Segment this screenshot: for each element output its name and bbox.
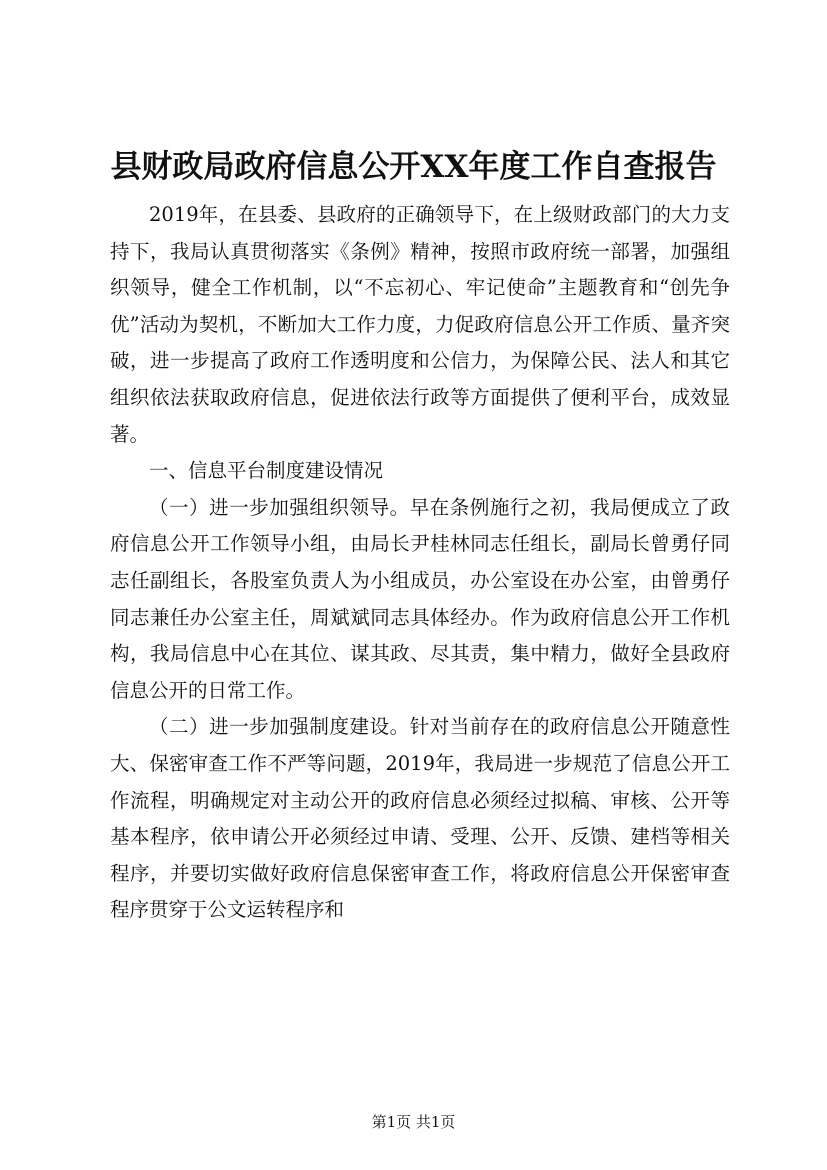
document-title: 县财政局政府信息公开XX年度工作自查报告 [110, 149, 717, 185]
paragraph-intro: 2019年，在县委、县政府的正确领导下，在上级财政部门的大力支持下，我局认真贯彻落实《条例》精神，按照市政府统一部署，加强组织领导，健全工作机制，以“不忘初心、牢记使命”主题教育和“创先争优”活动为契机，不断加大工作力度，力促政府信息公开工作质、量齐突破，进一步提高了政府工作透明度和公信力，为保障公民、法人和其它组织依法获取政府信息，促进依法行政等方面提供了便利平台，成效显著。 [110, 203, 730, 446]
paragraph-system: （二）进一步加强制度建设。针对当前存在的政府信息公开随意性大、保密审查工作不严等问题，2019年，我局进一步规范了信息公开工作流程，明确规定对主动公开的政府信息必须经过拟稿、审核、公开等基本程序，依申请公开必须经过申请、受理、公开、反馈、建档等相关程序，并要切实做好政府信息保密审查工作，将政府信息公开保密审查程序贯穿于公文运转程序和 [110, 715, 730, 922]
paragraph-organization: （一）进一步加强组织领导。早在条例施行之初，我局便成立了政府信息公开工作领导小组，由局长尹桂林同志任组长，副局长曾勇仔同志任副组长，各股室负责人为小组成员，办公室设在办公室，由曾勇仔同志兼任办公室主任，周斌斌同志具体经办。作为政府信息公开工作机构，我局信息中心在其位、谋其政、尽其责，集中精力，做好全县政府信息公开的日常工作。 [110, 495, 730, 702]
page-footer: 第1页 共1页 [371, 1113, 456, 1131]
section-heading: 一、信息平台制度建设情况 [149, 459, 384, 483]
document-body [110, 197, 730, 929]
